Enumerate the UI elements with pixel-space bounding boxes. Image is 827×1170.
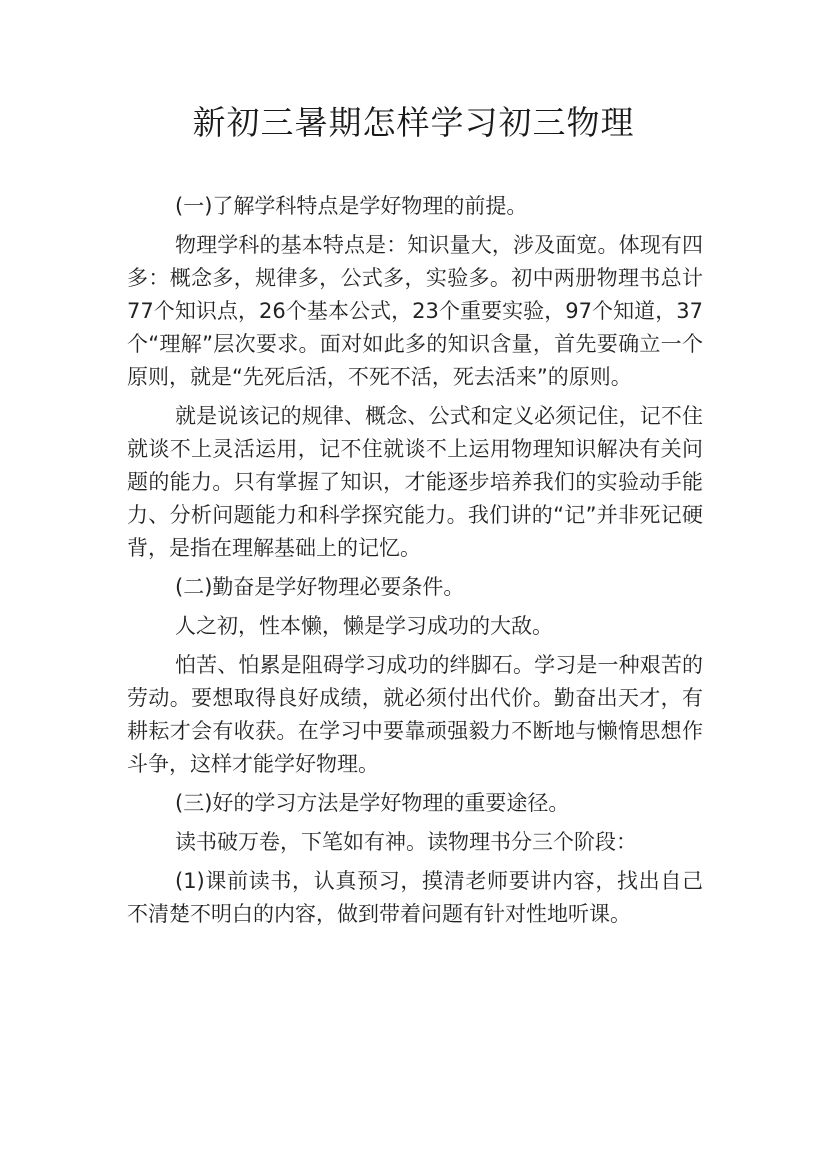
document-title: 新初三暑期怎样学习初三物理 xyxy=(192,103,635,142)
paragraph-9: (1)课前读书，认真预习，摸清老师要讲内容，找出自己不清楚不明白的内容，做到带着问题有针对性地听课。 xyxy=(127,869,703,926)
paragraph-1: (一)了解学科特点是学好物理的前提。 xyxy=(175,194,528,218)
paragraph-6: 怕苦、怕累是阻碍学习成功的绊脚石。学习是一种艰苦的劳动。要想取得良好成绩，就必须付出代价。勤奋出天才，有耕耘才会有收获。在学习中要靠顽强毅力不断地与懒惰思想作斗争，这样才能学好物理。 xyxy=(127,653,703,776)
paragraph-8: 读书破万卷，下笔如有神。读物理书分三个阶段： xyxy=(175,830,637,854)
paragraph-7: (三)好的学习方法是学好物理的重要途径。 xyxy=(175,791,570,815)
paragraph-3: 就是说该记的规律、概念、公式和定义必须记住，记不住就谈不上灵活运用，记不住就谈不上运用物理知识解决有关问题的能力。只有掌握了知识，才能逐步培养我们的实验动手能力、分析问题能力和科学探究能力。我们讲的“记”并非死记硬背，是指在理解基础上的记忆。 xyxy=(127,404,703,560)
paragraph-5: 人之初，性本懒，懒是学习成功的大敌。 xyxy=(175,614,553,638)
paragraph-2: 物理学科的基本特点是：知识量大，涉及面宽。体现有四多：概念多，规律多，公式多，实验多。初中两册物理书总计77个知识点，26个基本公式，23个重要实验，97个知道，37个“理解”层次要求。面对如此多的知识含量，首先要确立一个原则，就是“先死后活，不死不活，死去活来”的原则。 xyxy=(127,233,703,389)
paragraph-4: (二)勤奋是学好物理必要条件。 xyxy=(175,575,465,599)
document-body xyxy=(127,190,703,937)
